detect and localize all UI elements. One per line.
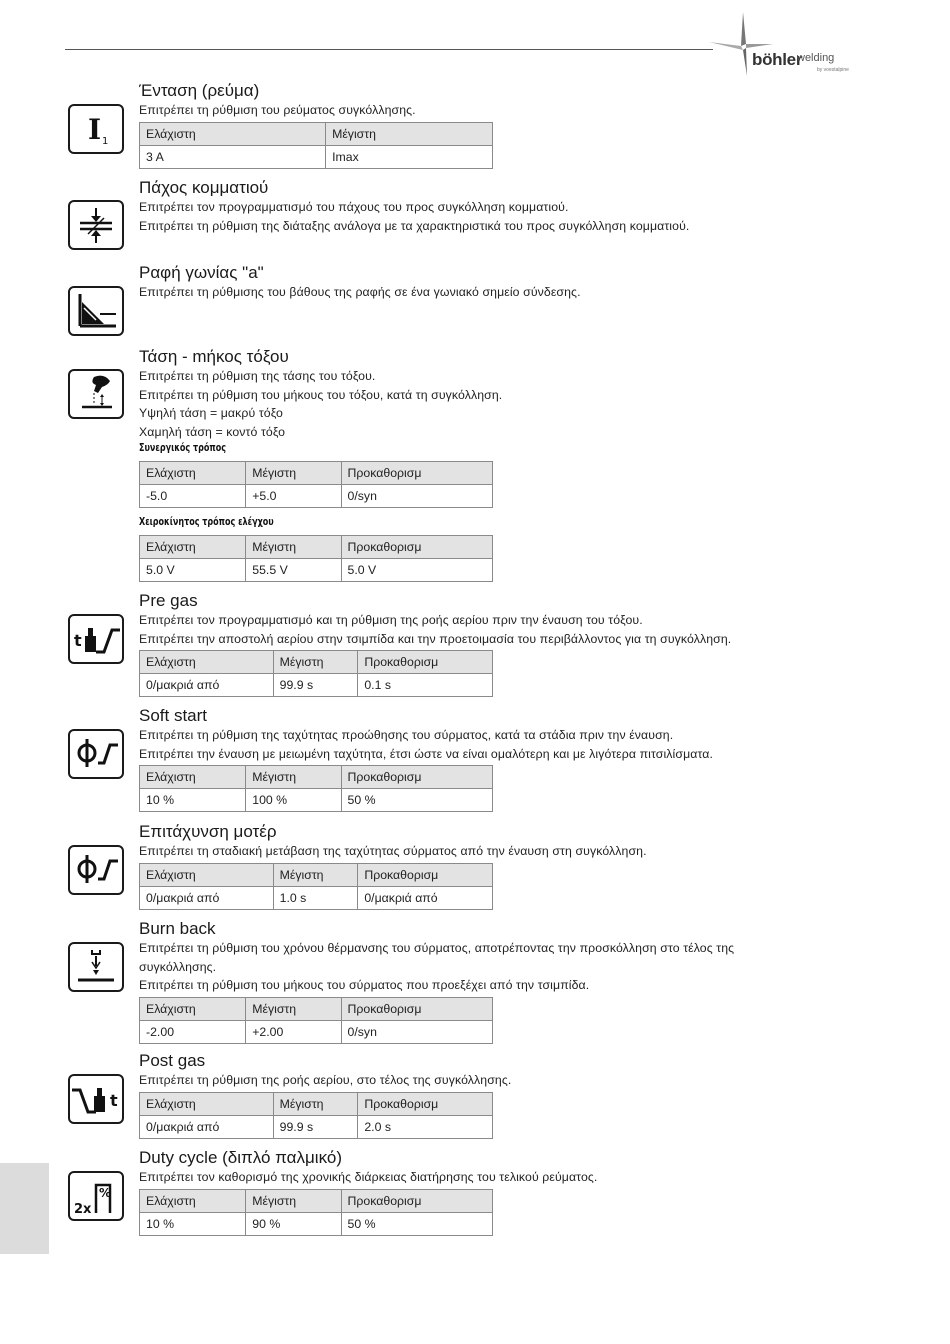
fillet-seam-icon [68, 286, 124, 336]
mode-label: Συνεργικός τρόπος [139, 442, 226, 454]
header-max: Μέγιστη [273, 651, 358, 674]
header-min: Ελάχιστη [140, 462, 246, 485]
section-duty-cycle [139, 1148, 597, 1236]
section-title: Πάχος κομματιού [139, 178, 269, 197]
value-default: 50 % [341, 1212, 492, 1235]
params-table [139, 765, 493, 812]
brand-tagline: by voestalpine [817, 67, 849, 73]
brand-logo [705, 8, 875, 78]
svg-text:t: t [74, 631, 82, 650]
header-default: Προκαθορισμ [341, 766, 492, 789]
section-title: Duty cycle (διπλό παλμικό) [139, 1148, 342, 1167]
header-max: Μέγιστη [246, 766, 341, 789]
value-max: 99.9 s [273, 674, 358, 697]
value-max: Imax [326, 145, 493, 168]
value-min: 10 % [140, 1212, 246, 1235]
description-line: Επιτρέπει τον καθορισμό της χρονικής διάρκειας διατήρησης του τελικού ρεύματος. [139, 1170, 598, 1184]
value-max: 90 % [246, 1212, 341, 1235]
header-min: Ελάχιστη [140, 863, 274, 886]
params-table [139, 997, 493, 1044]
description-line: συγκόλλησης. [139, 959, 217, 974]
header-min: Ελάχιστη [140, 651, 274, 674]
section-title: Τάση - mήκος τόξου [139, 347, 289, 366]
description-line: Επιτρέπει τη σταδιακή μετάβαση της ταχύτητας σύρματος από την έναυση στη συγκόλληση. [139, 844, 647, 858]
section-title: Pre gas [139, 591, 198, 610]
description-line: Επιτρέπει τη ρύθμιση του χρόνου θέρμανσης του σύρματος, αποτρέποντας την προσκόλληση στο τέλος της [139, 941, 735, 955]
svg-text:I: I [88, 113, 102, 146]
value-min: 5.0 V [140, 559, 246, 582]
current-i1-icon [68, 104, 124, 154]
header-min: Ελάχιστη [140, 1092, 274, 1115]
pre-gas-icon [68, 614, 124, 664]
section-title: Post gas [139, 1051, 206, 1070]
header-default: Προκαθορισμ [341, 1189, 492, 1212]
description-line: Επιτρέπει τη ρύθμιση της τάσης του τόξου. [139, 369, 376, 383]
header-default: Προκαθορισμ [341, 462, 492, 485]
header-max: Μέγιστη [273, 863, 358, 886]
description-line: Επιτρέπει τη ρύθμιση της ροής αερίου, στο τέλος της συγκόλλησης. [139, 1073, 512, 1087]
value-default: 50 % [341, 789, 492, 812]
value-default: 5.0 V [341, 559, 492, 582]
description-line: Επιτρέπει τη ρύθμισης του βάθους της ραφής σε ένα γωνιακό σημείο σύνδεσης. [139, 285, 581, 299]
thickness-icon [68, 200, 124, 250]
value-max: +5.0 [246, 485, 341, 508]
header-min: Ελάχιστη [140, 766, 246, 789]
value-max: +2.00 [246, 1020, 341, 1043]
section-title: Ραφή γωνίας "a" [139, 263, 264, 282]
description-line: Επιτρέπει την αποστολή αερίου στην τσιμπίδα και την προετοιμασία του περιβάλλοντος για τη συγκόλληση. [139, 631, 732, 646]
description-line: Επιτρέπει την έναυση με μειωμένη ταχύτητα, έτσι ώστε να είναι ομαλότερη και με λιγότερα πιτσιλίσματα. [139, 746, 713, 761]
value-default: 0/syn [341, 485, 492, 508]
value-max: 1.0 s [273, 886, 358, 909]
arc-length-icon [68, 369, 124, 419]
value-default: 0.1 s [358, 674, 493, 697]
value-default: 0/syn [341, 1020, 492, 1043]
value-min: -2.00 [140, 1020, 246, 1043]
value-default: 0/μακριά από [358, 886, 493, 909]
params-table [139, 535, 493, 582]
section-title: Burn back [139, 919, 216, 938]
post-gas-icon [68, 1074, 124, 1124]
params-table [139, 461, 493, 508]
header-max: Μέγιστη [246, 536, 341, 559]
soft-start-icon [68, 729, 124, 779]
section-burn-back [139, 919, 734, 1044]
value-max: 100 % [246, 789, 341, 812]
section-title: Επιτάχυνση μοτέρ [139, 822, 277, 841]
header-default: Προκαθορισμ [358, 1092, 493, 1115]
description-line: Χαμηλή τάση = κοντό τόξο [139, 424, 286, 439]
value-min: 3 A [140, 145, 326, 168]
description-line: Επιτρέπει τη ρύθμιση του μήκους του τόξου, κατά τη συγκόλληση. [139, 387, 503, 402]
motor-ramp-icon [68, 845, 124, 895]
section-motor-ramp [139, 822, 647, 910]
section-title: Ένταση (ρεύμα) [139, 81, 260, 100]
params-table [139, 863, 493, 910]
header-max: Μέγιστη [326, 122, 493, 145]
header-default: Προκαθορισμ [358, 651, 493, 674]
value-min: 0/μακριά από [140, 886, 274, 909]
header-min: Ελάχιστη [140, 997, 246, 1020]
description-line: Επιτρέπει τη ρύθμιση της διάταξης ανάλογα με τα χαρακτηριστικά του προς συγκόλληση κομματιού. [139, 218, 690, 233]
header-max: Μέγιστη [246, 997, 341, 1020]
value-min: -5.0 [140, 485, 246, 508]
burn-back-icon [68, 942, 124, 992]
svg-text:%: % [99, 1186, 112, 1200]
header-min: Ελάχιστη [140, 536, 246, 559]
value-max: 99.9 s [273, 1115, 358, 1138]
mode-label: Χειροκίνητος τρόπος ελέγχου [139, 516, 274, 528]
header-rule [65, 49, 713, 50]
description-line: Επιτρέπει τον προγραμματισμό και τη ρύθμιση της ροής αερίου πριν την έναυση του τόξου. [139, 613, 643, 627]
section-title: Soft start [139, 706, 208, 725]
value-min: 0/μακριά από [140, 674, 274, 697]
section-soft-start [139, 706, 713, 812]
header-default: Προκαθορισμ [341, 997, 492, 1020]
header-max: Μέγιστη [246, 1189, 341, 1212]
header-default: Προκαθορισμ [358, 863, 493, 886]
section-post-gas [139, 1051, 511, 1139]
header-min: Ελάχιστη [140, 1189, 246, 1212]
duty-cycle-icon [68, 1171, 124, 1221]
value-default: 2.0 s [358, 1115, 493, 1138]
params-table [139, 1189, 493, 1236]
params-table [139, 650, 493, 697]
svg-text:2x: 2x [74, 1202, 92, 1217]
svg-text:1: 1 [102, 136, 109, 147]
value-min: 0/μακριά από [140, 1115, 274, 1138]
svg-text:t: t [110, 1091, 118, 1110]
description-line: Επιτρέπει τη ρύθμιση του μήκους του σύρματος που προεξέχει από την τσιμπίδα. [139, 978, 590, 992]
description-line: Επιτρέπει τη ρύθμιση του ρεύματος συγκόλλησης. [139, 103, 416, 117]
header-max: Μέγιστη [273, 1092, 358, 1115]
header-min: Ελάχιστη [140, 122, 326, 145]
params-table [139, 1092, 493, 1139]
value-min: 10 % [140, 789, 246, 812]
section-arc [139, 347, 502, 582]
section-thickness [139, 178, 689, 235]
header-max: Μέγιστη [246, 462, 341, 485]
params-table [139, 122, 493, 169]
value-max: 55.5 V [246, 559, 341, 582]
section-fillet [139, 263, 581, 302]
description-line: Υψηλή τάση = μακρύ τόξο [139, 406, 283, 420]
chapter-tab [0, 1163, 49, 1254]
description-line: Επιτρέπει τη ρύθμιση της ταχύτητας προώθησης του σύρματος, κατά τα στάδια πριν την έναυση. [139, 728, 674, 742]
header-default: Προκαθορισμ [341, 536, 492, 559]
section-pre-gas [139, 591, 731, 697]
brand-name: böhler [752, 50, 803, 69]
section-current [139, 81, 493, 169]
description-line: Επιτρέπει τον προγραμματισμό του πάχους του προς συγκόλληση κομματιού. [139, 200, 569, 214]
brand-suffix: welding [797, 52, 835, 64]
